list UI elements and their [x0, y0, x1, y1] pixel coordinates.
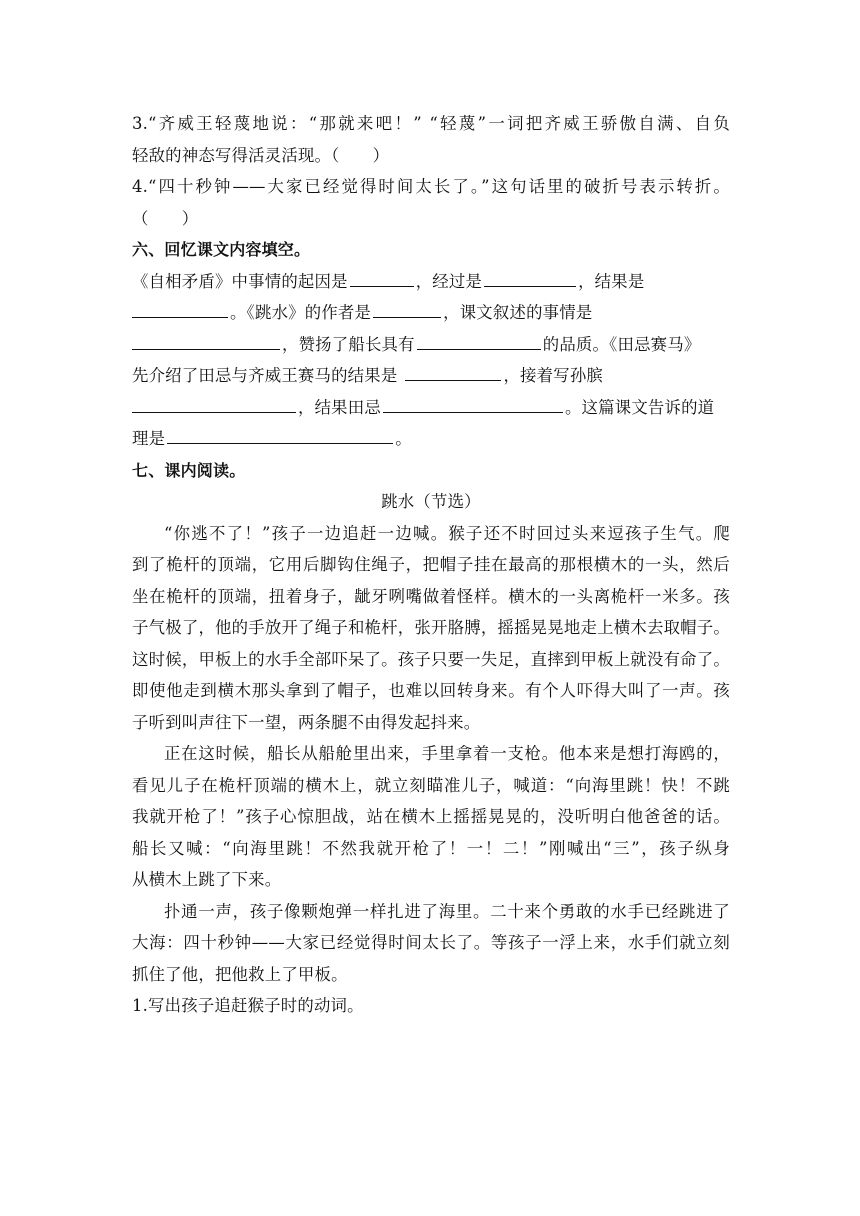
answer-blank[interactable] [484, 268, 576, 287]
fill-line-3 [132, 329, 730, 361]
fill-text: 先介绍了田忌与齐威王赛马的结果是 [132, 366, 398, 385]
passage-line: 正在这时候，船长从船舱里出来，手里拿着一支枪。他本来是想打海鸥的， [164, 744, 730, 763]
answer-blank[interactable] [373, 299, 441, 318]
fill-text: ，经过是 [415, 271, 483, 291]
fill-text: 《自相矛盾》中事情的起因是 [132, 271, 348, 291]
passage-paragraph-3 [132, 896, 730, 991]
passage-paragraph-2 [132, 738, 730, 896]
passage-line: 船长又喊：“向海里跳！不然我就开枪了！一！二！”刚喊出“三”，孩子纵身 [132, 838, 730, 858]
fill-line-6 [132, 423, 730, 455]
passage-line: “你逃不了！”孩子一边追赶一边喊。猴子还不时回过头来逗孩子生气。爬 [164, 523, 730, 543]
fill-text: 理是 [132, 429, 166, 448]
section-6-heading: 六、回忆课文内容填空。 [132, 240, 311, 259]
reading-question-1: 1.写出孩子追赶猴子时的动词。 [132, 996, 364, 1015]
answer-blank[interactable] [132, 394, 296, 413]
passage-title: 跳水（节选） [381, 492, 481, 511]
fill-text: 。 [395, 429, 412, 448]
passage-line: 即使他走到横木那头拿到了帽子，也难以回转身来。有个人吓得大叫了一声。孩 [132, 681, 730, 700]
answer-blank[interactable] [383, 394, 563, 413]
judge-question-3-line-2: 轻敌的神态写得活灵活现。（ ） [132, 145, 390, 165]
answer-blank[interactable] [132, 331, 280, 350]
answer-blank[interactable] [167, 425, 393, 444]
passage-paragraph-1 [132, 518, 730, 739]
worksheet-page [132, 108, 730, 1022]
fill-text: ，赞扬了船长具有 [282, 334, 415, 354]
fill-text: 的品质。《田忌赛马》 [542, 334, 701, 354]
fill-text: ，课文叙述的事情是 [443, 303, 593, 322]
judge-question-4-line-1: 4.“四十秒钟——大家已经觉得时间太长了。”这句话里的破折号表示转折。 [132, 177, 730, 196]
fill-text: 。《跳水》的作者是 [230, 303, 372, 322]
passage-line: 扑通一声，孩子像颗炮弹一样扎进了海里。二十来个勇敢的水手已经跳进了 [164, 901, 730, 921]
fill-text: ，结果是 [578, 271, 645, 291]
passage-line: 从横木上跳了下来。 [132, 870, 282, 889]
answer-blank[interactable] [350, 268, 414, 287]
judge-question-3-line-1: 3.“齐威王轻蔑地说：“那就来吧！” “轻蔑”一词把齐威王骄傲自满、自负 [132, 114, 730, 133]
fill-text: ，结果田忌 [298, 397, 381, 417]
fill-text: ，接着写孙膑 [503, 366, 603, 385]
passage-line: 到了桅杆的顶端，它用后脚钩住绳子，把帽子挂在最高的那根横木的一头，然后 [132, 555, 730, 574]
passage-line: 子气极了，他的手放开了绳子和桅杆，张开胳膊，摇摇晃晃地走上横木去取帽子。 [132, 618, 730, 637]
passage-line: 这时候，甲板上的水手全部吓呆了。孩子只要一失足，直摔到甲板上就没有命了。 [132, 649, 730, 669]
answer-blank[interactable] [417, 331, 541, 350]
section-7-heading: 七、课内阅读。 [132, 460, 246, 480]
passage-line: 看见儿子在桅杆顶端的横木上，就立刻瞄准儿子，喊道：“向海里跳！快！不跳 [132, 775, 730, 795]
fill-line-5 [132, 392, 730, 424]
passage-line: 坐在桅杆的顶端，扭着身子，龇牙咧嘴做着怪样。横木的一头离桅杆一米多。孩 [132, 586, 730, 606]
passage-line: 抓住了他，把他救上了甲板。 [132, 964, 348, 984]
fill-line-1 [132, 266, 730, 298]
passage-line: 子听到叫声往下一望，两条腿不由得发起抖来。 [132, 712, 481, 732]
fill-line-4 [132, 360, 730, 392]
judge-question-4-line-2: （ ） [132, 208, 199, 228]
answer-blank[interactable] [405, 362, 501, 381]
passage-line: 大海：四十秒钟——大家已经觉得时间太长了。等孩子一浮上来，水手们就立刻 [132, 933, 730, 952]
answer-blank[interactable] [132, 299, 228, 318]
fill-text: 。这篇课文告诉的道 [564, 397, 715, 417]
fill-line-2 [132, 297, 730, 329]
passage-line: 我就开枪了！”孩子心惊胆战，站在横木上摇摇晃晃的，没听明白他爸爸的话。 [132, 807, 730, 826]
